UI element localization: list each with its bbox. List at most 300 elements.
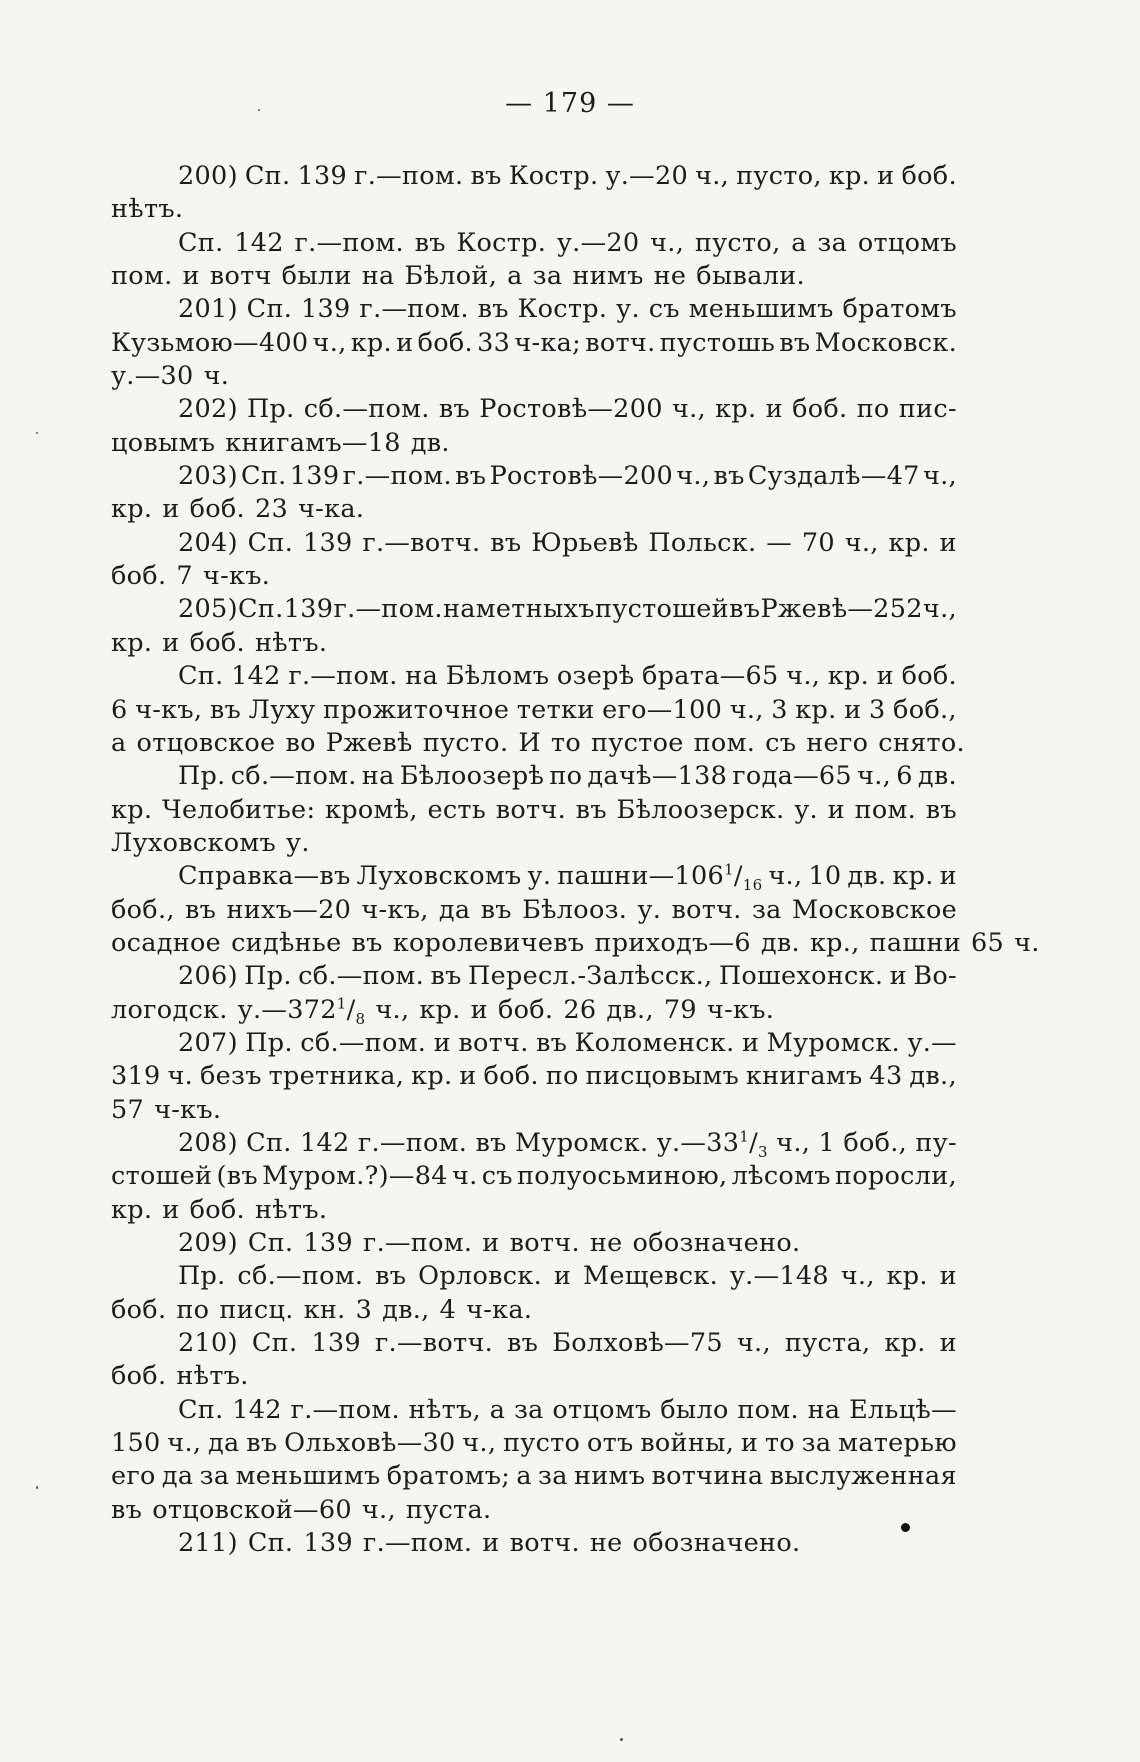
word: ч., xyxy=(462,1428,497,1459)
word: въ xyxy=(246,1428,278,1459)
word: въ xyxy=(430,961,462,992)
word: ч-къ, xyxy=(135,694,203,725)
word: на xyxy=(807,1394,841,1425)
word: и xyxy=(470,994,488,1025)
word: боб. xyxy=(111,1294,167,1325)
text-line xyxy=(111,193,957,226)
word: дв. xyxy=(917,761,957,792)
word: боб. xyxy=(497,994,554,1025)
word: 142 xyxy=(231,661,281,692)
word: а xyxy=(111,727,127,758)
word: да xyxy=(438,894,471,925)
word: боб. xyxy=(111,1361,167,1392)
word: пом. xyxy=(854,794,917,825)
word: 204) xyxy=(178,527,238,558)
word: дв., xyxy=(382,1294,430,1325)
word: Сп. xyxy=(247,527,294,558)
word: и xyxy=(162,1194,180,1225)
word: пу- xyxy=(915,1127,957,1158)
word: и xyxy=(433,1027,451,1058)
word: Луховскомъ xyxy=(356,861,522,892)
word: ч., xyxy=(312,327,347,358)
word: ч., xyxy=(695,161,730,191)
word: и xyxy=(939,1328,957,1359)
word: пусто, xyxy=(736,161,822,191)
word: и xyxy=(939,1261,957,1292)
text-line xyxy=(111,627,957,660)
word: 211) xyxy=(178,1528,238,1559)
word: нѣтъ. xyxy=(111,194,184,225)
word: Пр. xyxy=(244,961,292,992)
word: сб.—пом. xyxy=(298,961,425,992)
word: 10 xyxy=(808,861,842,892)
word: а xyxy=(516,1461,532,1492)
word: писцовымъ xyxy=(585,1061,739,1092)
word: 6 xyxy=(896,761,913,792)
text-line xyxy=(111,1260,957,1293)
word: кромѣ, xyxy=(325,794,418,825)
word: 26 xyxy=(563,994,597,1025)
word: осадное xyxy=(111,927,222,958)
word: Ростовѣ—200 xyxy=(479,394,663,425)
word: 3 xyxy=(868,694,886,725)
word: года—65 xyxy=(732,761,852,792)
word: сб.—пом. xyxy=(237,1261,364,1292)
word: кр. xyxy=(888,527,930,558)
word: ч., xyxy=(736,1328,771,1359)
word: сб.—пом. xyxy=(230,761,357,792)
word: боб., xyxy=(893,694,957,725)
word: 319 xyxy=(111,1061,161,1092)
text-line xyxy=(111,527,957,560)
word: на xyxy=(361,261,395,292)
word: да xyxy=(208,1428,240,1459)
word: дв. xyxy=(410,427,450,458)
word: Мещевск. xyxy=(582,1261,719,1292)
fraction-denominator: 8 xyxy=(355,1009,366,1028)
word: Пересл.-Залѣсск., xyxy=(468,961,713,992)
word: Пр. xyxy=(178,761,226,792)
word: безъ xyxy=(199,1061,262,1092)
word: $пашни—106^1/_{16}$ xyxy=(557,860,763,895)
word: 1 xyxy=(818,1127,835,1158)
word: Болховѣ—75 xyxy=(552,1328,723,1359)
word: вотч. xyxy=(509,1228,580,1258)
word: Сп. xyxy=(238,594,284,625)
word: за xyxy=(199,1461,230,1492)
word: за xyxy=(817,227,848,258)
word: 202) xyxy=(178,394,238,425)
word: и xyxy=(740,1428,759,1459)
word: не xyxy=(589,1228,623,1258)
text-line xyxy=(111,1160,957,1193)
word: отцомъ xyxy=(857,227,957,258)
word: книгамъ xyxy=(745,1061,863,1092)
word: боб. xyxy=(417,327,473,358)
fraction-slash: / xyxy=(733,861,743,892)
word: Пр. xyxy=(178,1261,226,1292)
word: 206) xyxy=(178,961,238,992)
text-line xyxy=(111,894,957,927)
word: кр. xyxy=(795,694,837,725)
word: боб. xyxy=(901,661,957,692)
word: нѣтъ. xyxy=(176,1361,249,1392)
word: за xyxy=(801,1428,832,1459)
word: ч-ка; xyxy=(514,327,582,358)
word: Сп. xyxy=(241,461,287,492)
text-line xyxy=(111,1227,957,1260)
word: и xyxy=(482,1228,500,1258)
word: ч. xyxy=(203,361,230,392)
word: пом. xyxy=(737,1394,799,1425)
word: г.—пом. xyxy=(288,661,398,692)
word: 139 xyxy=(311,1328,361,1359)
word: матерью xyxy=(838,1428,957,1459)
fraction-numerator: 1 xyxy=(336,994,347,1013)
word: сидѣнье xyxy=(231,927,342,958)
text-line xyxy=(111,1427,957,1460)
word: Челобитье: xyxy=(161,794,316,825)
word: боб. xyxy=(901,161,957,191)
word: въ xyxy=(475,1127,507,1158)
word: и xyxy=(877,161,895,191)
word: 142 xyxy=(299,1127,350,1158)
word: боб. xyxy=(483,1061,539,1092)
word: кр. xyxy=(411,1061,453,1092)
word: ч. xyxy=(451,1161,478,1192)
word: сб.—пом. xyxy=(300,1027,427,1058)
word: вотч. xyxy=(495,794,566,825)
word: и xyxy=(765,394,783,425)
word: и xyxy=(939,527,957,558)
word: и xyxy=(889,961,907,992)
word: Сп. xyxy=(246,1127,292,1158)
word: по xyxy=(856,394,890,425)
word: въ xyxy=(477,294,509,325)
word: Коломенск. xyxy=(574,1027,735,1058)
word: 43 xyxy=(869,1061,903,1092)
word: кр. xyxy=(111,494,153,525)
fraction-slash: / xyxy=(749,1127,759,1158)
word: Ржевѣ—252 xyxy=(760,594,923,625)
word: съ xyxy=(648,294,680,325)
word: Бѣломъ xyxy=(445,661,550,692)
word: Ольховѣ—30 xyxy=(284,1428,456,1459)
word: г.—пом. xyxy=(290,1394,400,1425)
word: кр., xyxy=(809,927,860,958)
word: въ xyxy=(375,1261,407,1292)
word: ч-ка. xyxy=(298,494,365,525)
text-line xyxy=(111,794,957,827)
word: въ xyxy=(779,327,811,358)
word: въ xyxy=(575,794,607,825)
word: въ xyxy=(713,461,745,492)
word: Луху xyxy=(248,694,316,725)
word: 65 xyxy=(971,927,1005,958)
word: 210) xyxy=(178,1328,238,1359)
paper-speck xyxy=(258,109,260,111)
text-line xyxy=(111,1460,957,1493)
text-line xyxy=(111,260,957,293)
word: нѣтъ. xyxy=(254,1194,328,1225)
word: дв. xyxy=(760,927,800,958)
word: у.—20 xyxy=(556,227,640,258)
word: пусто. xyxy=(422,727,509,758)
word: 139 xyxy=(303,1528,353,1559)
text-line xyxy=(111,1060,957,1093)
word: пусто, xyxy=(694,227,781,258)
word: вотчина xyxy=(651,1461,764,1492)
word: а xyxy=(507,261,523,292)
word: ч., xyxy=(844,527,879,558)
text-line xyxy=(111,1360,957,1393)
word: 139 xyxy=(283,594,334,625)
word: брата—65 xyxy=(642,661,779,692)
text-line xyxy=(111,493,957,526)
word: Сп. xyxy=(247,1228,294,1258)
text-line xyxy=(111,1194,957,1227)
word: по xyxy=(545,1061,579,1092)
word: ч-къ. xyxy=(706,994,775,1025)
fraction-numerator: 1 xyxy=(739,1127,750,1146)
word: Ржевѣ xyxy=(325,727,413,758)
word: ч., xyxy=(786,661,821,692)
word: пом. xyxy=(111,261,173,292)
word: 57 xyxy=(111,1094,145,1125)
word: г.—пом. xyxy=(342,461,452,492)
fraction-numerator: 1 xyxy=(724,860,734,879)
word: стошей xyxy=(111,1161,213,1192)
word: 208) xyxy=(178,1127,238,1158)
word: сб.—пом. xyxy=(303,394,430,425)
word: 6 xyxy=(111,694,128,725)
text-line xyxy=(111,593,957,626)
word: кр. xyxy=(715,394,757,425)
word: 142 xyxy=(234,227,284,258)
word: а xyxy=(791,227,807,258)
word: въ xyxy=(490,527,522,558)
word: и xyxy=(939,861,957,892)
word: г.—пом. xyxy=(354,161,464,191)
word: 4 xyxy=(439,1294,457,1325)
word: кр. xyxy=(892,861,934,892)
word: 3 xyxy=(355,1294,373,1325)
word: ч. xyxy=(167,1061,194,1092)
word: Бѣлооз. xyxy=(522,894,628,925)
word: обозначено. xyxy=(632,1528,801,1559)
word: въ xyxy=(209,694,242,725)
word: вотч. xyxy=(509,1528,580,1559)
word: кр. xyxy=(111,794,153,825)
text-line xyxy=(111,1527,957,1560)
word: во xyxy=(285,727,316,758)
word: Муромск. xyxy=(515,1127,649,1158)
word: г.—пом. xyxy=(357,1127,468,1158)
text-line xyxy=(111,1394,957,1427)
word: у.—30 xyxy=(111,361,194,392)
word: пусто xyxy=(502,1428,581,1459)
word: и xyxy=(741,1027,760,1058)
word: бывали. xyxy=(696,261,805,292)
text-line xyxy=(111,360,957,393)
word: пустое xyxy=(590,727,684,758)
word: Сп. xyxy=(246,294,293,325)
word: г.—пом. xyxy=(294,227,404,258)
word: г.—пом. xyxy=(362,1228,473,1258)
word: дв. xyxy=(847,861,887,892)
word: третника, xyxy=(268,1061,405,1092)
word: вотч. xyxy=(585,327,656,358)
word: и xyxy=(396,327,414,358)
word: г.—пом. xyxy=(333,594,443,625)
word: $у.—33^1/_3$ xyxy=(656,1127,768,1162)
text-line xyxy=(111,160,957,193)
word: — xyxy=(766,527,793,558)
word: г.—вотч. xyxy=(362,527,481,558)
word: ч. xyxy=(1014,927,1040,958)
text-line xyxy=(111,727,965,760)
word: 207) xyxy=(178,1027,238,1058)
word: снято. xyxy=(878,727,965,758)
word: и xyxy=(553,1261,572,1292)
word: и xyxy=(182,261,200,292)
word: г.—пом. xyxy=(359,294,469,325)
word: 79 xyxy=(663,994,697,1025)
word: тетки xyxy=(516,694,595,725)
word: ч., xyxy=(922,594,957,625)
word: г.—пом. xyxy=(362,1528,473,1559)
word: 205) xyxy=(178,594,238,625)
word: ч., xyxy=(729,694,764,725)
word: Сп. xyxy=(178,227,224,258)
word: у. xyxy=(794,794,818,825)
word: приходъ—6 xyxy=(594,927,751,958)
word: съ xyxy=(765,727,797,758)
word: братомъ; xyxy=(386,1461,511,1492)
word: г.—вотч. xyxy=(374,1328,494,1359)
word: Бѣлоозерск. xyxy=(616,794,785,825)
text-line xyxy=(111,1327,957,1360)
word: 33 xyxy=(477,327,511,358)
word: у. xyxy=(286,827,310,858)
word: вотч. xyxy=(458,1027,529,1058)
word: и xyxy=(162,627,180,658)
word: его—100 xyxy=(602,694,723,725)
word: Пр. xyxy=(247,394,295,425)
body-text xyxy=(111,160,1040,1560)
word: въ xyxy=(455,461,487,492)
word: дачѣ—138 xyxy=(587,761,728,792)
word: Муромск. xyxy=(766,1027,901,1058)
word: отцомъ xyxy=(552,1394,652,1425)
text-line xyxy=(111,1494,957,1527)
word: въ xyxy=(536,1027,568,1058)
word: наметныхъ xyxy=(442,594,595,625)
word: ч., xyxy=(650,227,685,258)
word: 200) xyxy=(178,161,238,191)
word: 7 xyxy=(176,561,193,592)
word: пашни xyxy=(869,927,962,958)
word: въ xyxy=(438,394,471,425)
fraction-slash: / xyxy=(346,994,356,1025)
text-line xyxy=(111,860,957,893)
word: въ xyxy=(111,1494,143,1525)
word: у.—148 xyxy=(729,1261,829,1292)
word: отъ xyxy=(586,1428,634,1459)
word: 23 xyxy=(254,494,289,525)
word: и xyxy=(827,794,845,825)
word: въ xyxy=(729,594,761,625)
word: 3 xyxy=(771,694,788,725)
word: нѣтъ, xyxy=(408,1394,481,1425)
word: $у.—372^1/_8$ xyxy=(237,994,366,1028)
word: логодск. xyxy=(111,994,228,1025)
word: ч., xyxy=(922,461,957,492)
word: пуста. xyxy=(405,1494,492,1525)
word: Сп. xyxy=(178,661,224,692)
word: книгамъ—18 xyxy=(225,427,401,458)
word: 203) xyxy=(178,461,238,492)
word: писц. xyxy=(219,1294,294,1325)
word: пуста, xyxy=(784,1328,871,1359)
word: ч., xyxy=(671,394,706,425)
word: кр. xyxy=(827,661,870,692)
word: боб. xyxy=(189,1194,245,1225)
word: есть xyxy=(427,794,487,825)
word: кр. xyxy=(111,627,153,658)
word: боб., xyxy=(843,1127,908,1158)
word: (въ xyxy=(216,1161,258,1192)
word: на xyxy=(405,661,439,692)
word: были xyxy=(281,261,352,292)
word: у. xyxy=(527,861,552,892)
word: не xyxy=(589,1528,623,1559)
text-line xyxy=(111,694,957,727)
word: Справка—въ xyxy=(178,861,351,892)
word: въ xyxy=(414,227,446,258)
word: въ xyxy=(507,1328,539,1359)
word: отцовской—60 xyxy=(152,1494,352,1525)
text-line xyxy=(111,827,957,860)
word: цовымъ xyxy=(111,427,216,458)
word: выслуженная xyxy=(769,1461,957,1492)
word: нимъ xyxy=(572,261,644,292)
word: за xyxy=(538,1461,568,1492)
word: и xyxy=(844,694,862,725)
word: Сп. xyxy=(247,1528,294,1559)
word: не xyxy=(653,261,687,292)
word: и xyxy=(876,661,894,692)
word: пустошь xyxy=(659,327,776,358)
word: дв., xyxy=(909,1061,957,1092)
text-line xyxy=(111,560,957,593)
word: кр. xyxy=(350,327,392,358)
word: дв., xyxy=(606,994,654,1025)
word: нимъ xyxy=(573,1461,646,1492)
word: Орловск. xyxy=(418,1261,543,1292)
ink-blot xyxy=(901,1523,910,1532)
word: братомъ xyxy=(842,294,957,325)
word: да xyxy=(161,1461,194,1492)
word: 209) xyxy=(178,1228,238,1258)
word: и xyxy=(459,1061,477,1092)
word: у. xyxy=(637,894,662,925)
word: Московск. xyxy=(814,327,957,358)
word: Костр. xyxy=(517,294,608,325)
word: Сп. xyxy=(244,161,291,191)
word: Сп. xyxy=(178,1394,224,1425)
word: то xyxy=(764,1428,795,1459)
